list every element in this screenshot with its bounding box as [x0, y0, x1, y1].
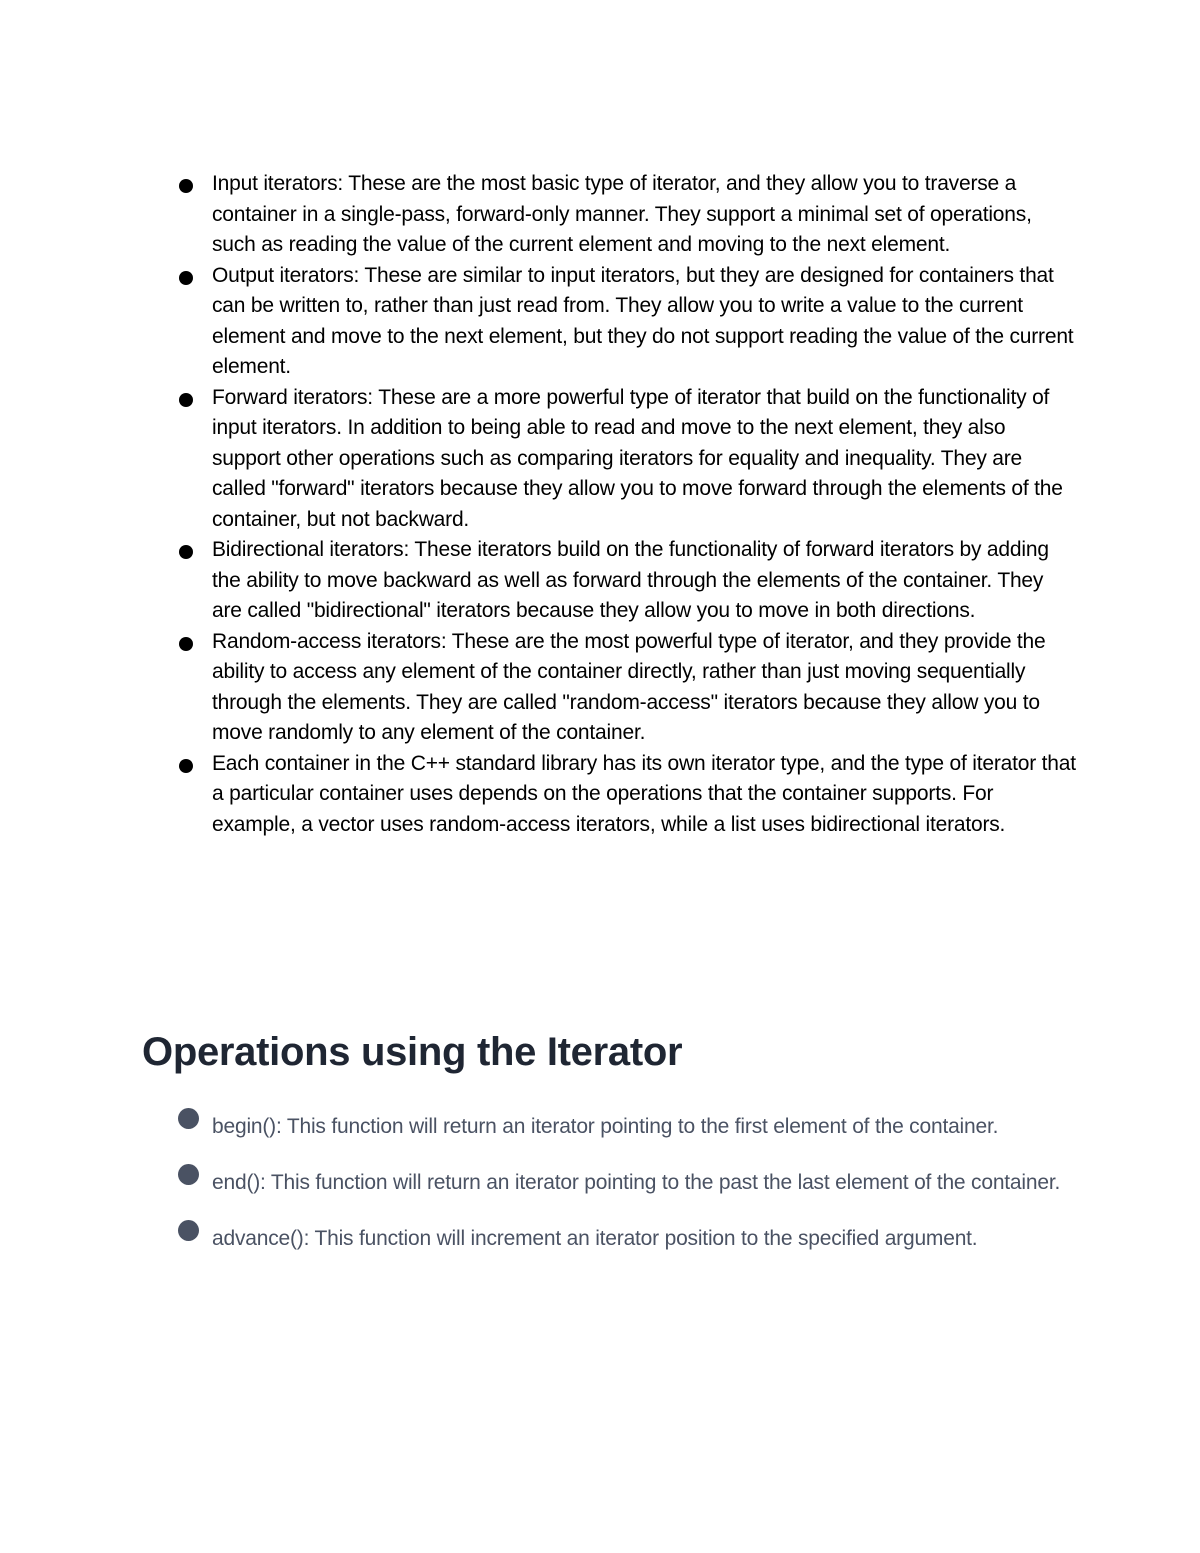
- bullet-icon: [179, 545, 193, 559]
- iterator-types-list: [176, 169, 1076, 840]
- list-item-text: Forward iterators: These are a more powerful type of iterator that build on the functionality of input iterators. In addition to being able to read and move to the next element, they also support other operations such as comparing iterators for equality and inequality. They are called "forward" iterators because they allow you to move forward through the elements of the container, but not backward.: [212, 385, 1063, 531]
- bullet-icon: [178, 1164, 199, 1185]
- list-item-text: begin(): This function will return an iterator pointing to the first element of the container.: [212, 1115, 999, 1138]
- bullet-icon: [178, 1220, 199, 1241]
- section-heading: Operations using the Iterator: [142, 1030, 683, 1074]
- bullet-icon: [179, 393, 193, 407]
- bullet-icon: [179, 179, 193, 193]
- list-item-text: Each container in the C++ standard library has its own iterator type, and the type of iterator that a particular container uses depends on the operations that the container supports. For example, a vector uses random-access iterators, while a list uses bidirectional iterators.: [212, 751, 1076, 836]
- list-item-output-iterators: [176, 261, 1076, 383]
- list-item-container-iterator-types: [176, 749, 1076, 841]
- bullet-icon: [179, 271, 193, 285]
- list-item-text: end(): This function will return an iterator pointing to the past the last element of the container.: [212, 1171, 1061, 1194]
- list-item-text: advance(): This function will increment an iterator position to the specified argument.: [212, 1227, 978, 1250]
- list-item-forward-iterators: [176, 383, 1076, 536]
- bullet-icon: [179, 637, 193, 651]
- list-item-random-access-iterators: [176, 627, 1076, 749]
- list-item-advance: [176, 1212, 1076, 1266]
- list-item-text: Output iterators: These are similar to input iterators, but they are designed for containers that can be written to, rather than just read from. They allow you to write a value to the current element and move to the next element, but they do not support reading the value of the current element.: [212, 263, 1074, 378]
- list-item-bidirectional-iterators: [176, 535, 1076, 627]
- list-item-text: Bidirectional iterators: These iterators build on the functionality of forward iterators by adding the ability to move backward as well as forward through the elements of the container. They are called "bidirectional" iterators because they allow you to move in both directions.: [212, 538, 1049, 622]
- list-item-end: [176, 1156, 1076, 1210]
- list-item-text: Random-access iterators: These are the most powerful type of iterator, and they provide the ability to access any element of the container directly, rather than just moving sequentially through the elements. They are called "random-access" iterators because they allow you to move randomly to any element of the container.: [212, 629, 1046, 744]
- list-item-input-iterators: [176, 169, 1076, 261]
- bullet-icon: [179, 759, 193, 773]
- operations-list: [176, 1100, 1076, 1268]
- bullet-icon: [178, 1108, 199, 1129]
- list-item-text: Input iterators: These are the most basic type of iterator, and they allow you to traverse a container in a single-pass, forward-only manner. They support a minimal set of operations, such as reading the value of the current element and moving to the next element.: [212, 172, 1032, 256]
- list-item-begin: [176, 1100, 1076, 1154]
